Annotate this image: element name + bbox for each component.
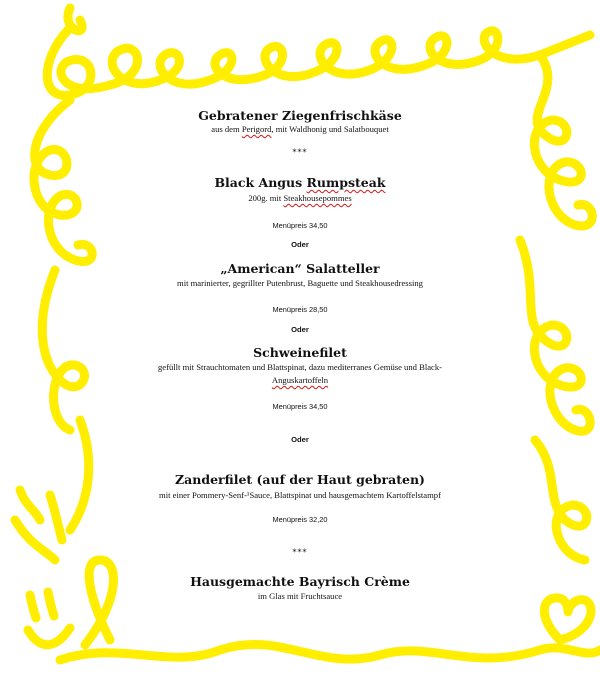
dish-5-price: Menüpreis 32,20 xyxy=(272,515,328,524)
dish-1-description xyxy=(100,124,500,134)
dish-4-price: Menüpreis 34,50 xyxy=(272,402,328,411)
dish-3-description: mit marinierter, gegrillter Putenbrust, Baguette und Steakhousedressing xyxy=(177,278,423,288)
dish-3-title: „American“ Salatteller xyxy=(220,261,380,276)
dish-4-title: Schweinefilet xyxy=(253,345,347,360)
dish-2-price: Menüpreis 34,50 xyxy=(272,221,328,230)
dish-5-description: mit einer Pommery-Senf-¹Sauce, Blattspinat und hausgemachtem Kartoffelstampf xyxy=(159,490,441,500)
dish-2-desc-underlined: Steakhousepommes xyxy=(283,193,352,203)
dish-6-title: Hausgemachte Bayrisch Crème xyxy=(190,574,410,589)
dish-3-price: Menüpreis 28,50 xyxy=(272,305,328,314)
dish-2-title-text: Black Angus xyxy=(214,175,307,190)
dish-1-title: Gebratener Ziegenfrischkäse xyxy=(198,108,402,123)
dish-5-title: Zanderfilet (auf der Haut gebraten) xyxy=(175,472,425,487)
separator-stars: *** xyxy=(292,148,308,157)
separator-oder: Oder xyxy=(291,325,309,334)
dish-1-desc-text-underlined: Perigord xyxy=(241,124,272,134)
dish-1-desc-text-b: , mit Waldhonig und Salatbouquet xyxy=(271,124,389,134)
dish-6-description: im Glas mit Fruchtsauce xyxy=(257,591,343,601)
separator-oder: Oder xyxy=(291,240,309,249)
dish-4-description-line1: gefüllt mit Strauchtomaten und Blattspinat, dazu mediterranes Gemüse und Black- xyxy=(158,362,442,372)
dish-2-desc-text: 200g. mit xyxy=(248,193,284,203)
dish-4-description-line2 xyxy=(100,375,500,385)
separator-oder: Oder xyxy=(291,435,309,444)
separator-stars: *** xyxy=(292,548,308,557)
dish-4-desc-underlined: Anguskartoffeln xyxy=(271,375,329,385)
dish-1-desc-text-a: aus dem xyxy=(211,124,242,134)
dish-2-title xyxy=(100,175,500,190)
dish-2-title-underlined: Rumpsteak xyxy=(306,175,386,190)
dish-2-description xyxy=(100,193,500,203)
